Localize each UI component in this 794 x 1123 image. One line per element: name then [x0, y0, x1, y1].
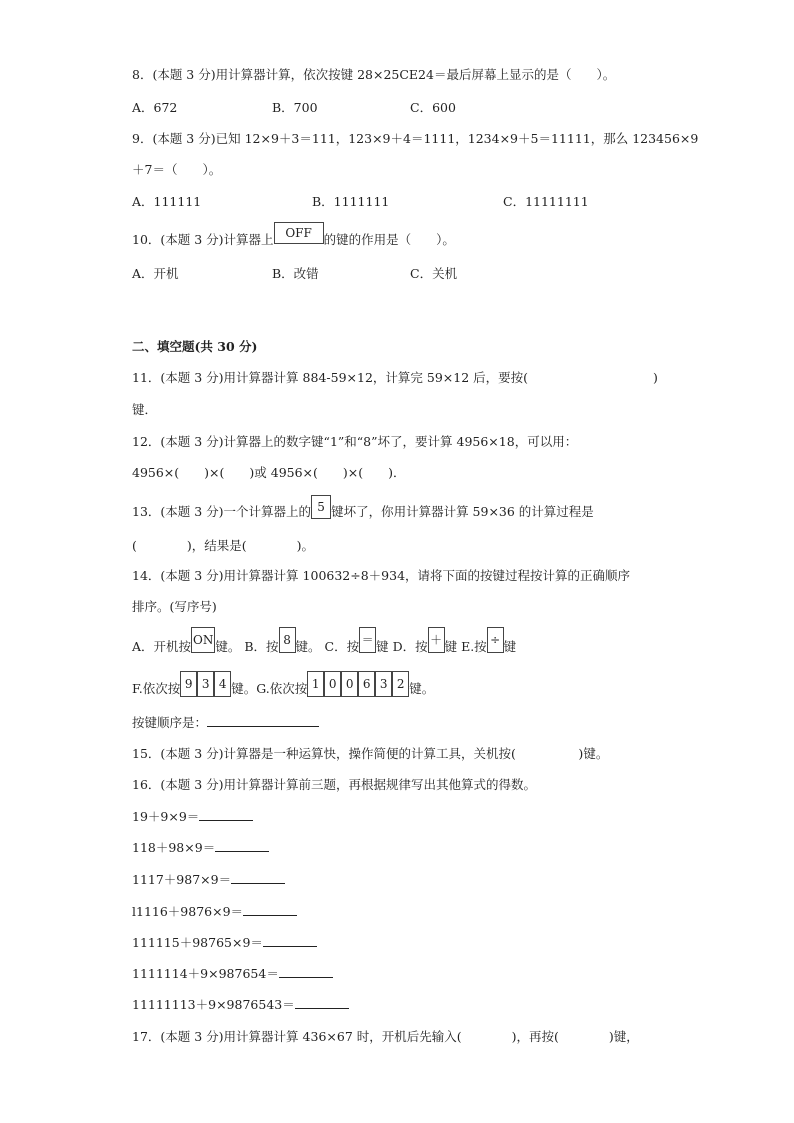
q17-stem: 17．(本题 3 分)用计算器计算 436×67 时，开机后先输入( )，再按( )键， [132, 1029, 639, 1044]
answer-blank[interactable] [199, 808, 253, 821]
q13-text-before: 13．(本题 3 分)一个计算器上的 [132, 504, 312, 519]
key-3-icon: 3 [375, 671, 392, 697]
q16-row: 111115＋98765×9＝ [132, 934, 317, 952]
key-9-icon: 9 [180, 671, 197, 697]
q10-option-a[interactable]: A．开机 [132, 266, 179, 281]
answer-blank[interactable] [263, 934, 317, 947]
off-key-icon: OFF [274, 222, 324, 244]
key-3-icon: 3 [197, 671, 214, 697]
q8-stem: 8．(本题 3 分)用计算器计算，依次按键 28×25CE24＝最后屏幕上显示的是（ ）。 [132, 67, 616, 82]
key-6-icon: 6 [358, 671, 375, 697]
q16-stem: 16．(本题 3 分)用计算器计算前三题，再根据规律写出其他算式的得数。 [132, 777, 537, 792]
q11-stem-line2: 键． [132, 402, 158, 417]
q14-a-text: A．开机按 [132, 639, 192, 654]
q10-text-before: 10．(本题 3 分)计算器上 [132, 232, 274, 247]
answer-blank[interactable] [295, 996, 349, 1009]
q13-text-after: 键坏了，你用计算器计算 59×36 的计算过程是 [331, 504, 594, 519]
q9-option-c[interactable]: C．11111111 [503, 194, 589, 209]
q15-stem: 15．(本题 3 分)计算器是一种运算快，操作简便的计算工具，关机按( )键。 [132, 746, 609, 761]
q10-option-c[interactable]: C．关机 [410, 266, 458, 281]
key-8-icon: 8 [279, 627, 296, 653]
q13-stem [132, 499, 594, 525]
q14-e-after: 键 [503, 639, 517, 654]
q14-answer-blank[interactable] [207, 714, 319, 727]
section-title: 二、填空题(共 30 分) [132, 339, 258, 354]
key-5-icon: 5 [311, 495, 331, 519]
q14-f-after: 键。G.依次按 [231, 681, 308, 696]
key-0-icon: 0 [324, 671, 341, 697]
q14-order [132, 714, 319, 732]
q14-keys-row1 [132, 633, 516, 661]
q16-row: 1111114＋9×987654＝ [132, 965, 333, 983]
answer-blank[interactable] [279, 965, 333, 978]
q8-option-c[interactable]: C．600 [410, 100, 456, 115]
answer-blank[interactable] [215, 839, 269, 852]
q14-g-after: 键。 [409, 681, 435, 696]
q13-stem-line2: ( )，结果是( )。 [132, 538, 315, 553]
q10-text-after: 的键的作用是（ ）。 [323, 232, 455, 247]
q9-option-a[interactable]: A．111111 [132, 194, 202, 209]
on-key-icon: ON [191, 627, 215, 653]
answer-blank[interactable] [231, 871, 285, 884]
key-4-icon: 4 [214, 671, 231, 697]
q10-option-b[interactable]: B．改错 [272, 266, 319, 281]
q9-stem-line2: ＋7＝（ ）。 [132, 162, 222, 177]
q9-stem-line1: 9．(本题 3 分)已知 12×9＋3＝111，123×9＋4＝1111，1234×9＋5＝11111，那么 123456×9 [132, 131, 699, 146]
q16-row: 118＋98×9＝ [132, 839, 269, 857]
q14-keys-row2 [132, 675, 434, 703]
divide-key-icon: ÷ [487, 627, 504, 653]
q16-row: 11111113＋9×9876543＝ [132, 996, 349, 1014]
q14-a-after: 键。 B．按 [215, 639, 279, 654]
answer-blank[interactable] [243, 903, 297, 916]
q8-option-a[interactable]: A．672 [132, 100, 178, 115]
plus-key-icon: ＋ [428, 627, 445, 653]
q8-option-b[interactable]: B．700 [272, 100, 318, 115]
q14-d-after: 键 E.按 [444, 639, 487, 654]
q9-option-b[interactable]: B．1111111 [312, 194, 390, 209]
q14-stem-line2: 排序。(写序号) [132, 599, 217, 614]
q12-stem-line2: 4956×( )×( )或 4956×( )×( )． [132, 465, 406, 480]
key-1-icon: 1 [307, 671, 324, 697]
q12-stem-line1: 12．(本题 3 分)计算器上的数字键“1”和“8”坏了，要计算 4956×18，可以用： [132, 434, 578, 449]
q11-stem-line1: 11．(本题 3 分)用计算器计算 884-59×12，计算完 59×12 后，要按( ) [132, 370, 658, 385]
q16-row: l1116＋9876×9＝ [132, 903, 297, 921]
key-0-icon: 0 [341, 671, 358, 697]
q14-stem-line1: 14．(本题 3 分)用计算器计算 100632÷8＋934，请将下面的按键过程按计算的正确顺序 [132, 568, 631, 583]
q16-row: 19＋9×9＝ [132, 808, 253, 826]
q14-b-after: 键。 C．按 [295, 639, 360, 654]
q14-order-label: 按键顺序是： [132, 715, 208, 730]
q14-c-after: 键 D．按 [376, 639, 428, 654]
key-2-icon: 2 [392, 671, 409, 697]
q10-stem [132, 226, 455, 254]
q14-f-text: F.依次按 [132, 681, 181, 696]
equals-key-icon: ＝ [359, 627, 376, 653]
q16-row: 1117＋987×9＝ [132, 871, 285, 889]
